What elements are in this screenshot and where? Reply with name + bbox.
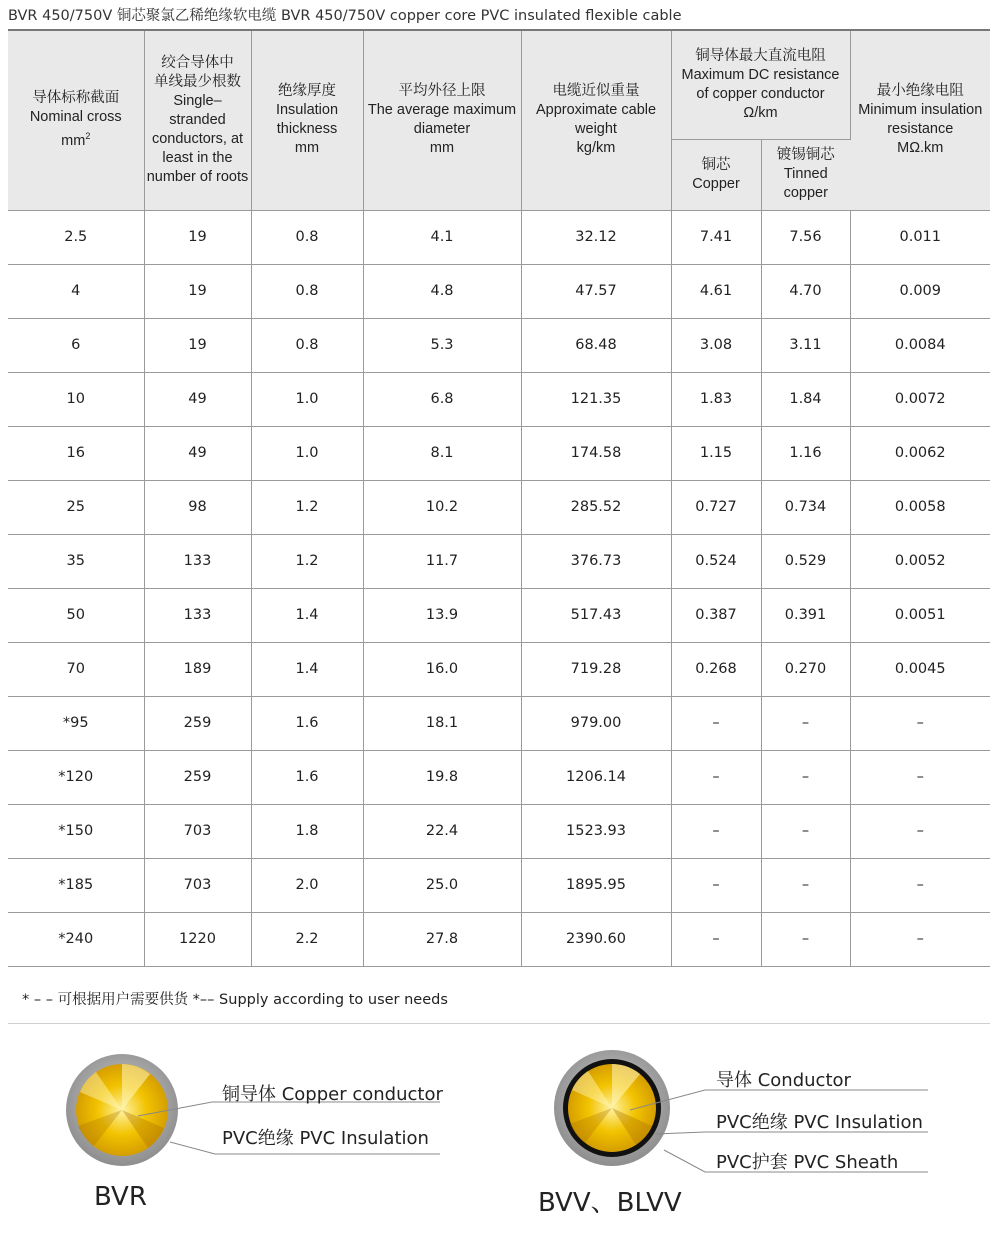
cell-copper-resistance: 0.387 xyxy=(671,588,761,642)
cell-cable-weight: 285.52 xyxy=(521,480,671,534)
cell-copper-resistance: 4.61 xyxy=(671,264,761,318)
cell-max-diameter: 25.0 xyxy=(363,858,521,912)
cell-max-diameter: 4.8 xyxy=(363,264,521,318)
cell-cable-weight: 47.57 xyxy=(521,264,671,318)
cell-min-insulation: 0.009 xyxy=(850,264,990,318)
cell-insulation-thickness: 1.2 xyxy=(251,534,363,588)
bvv-label-insulation: PVC绝缘 PVC Insulation xyxy=(716,1112,923,1133)
footnote: * – – 可根据用户需要供货 *–– Supply according to user needs xyxy=(22,992,448,1008)
cell-min-insulation: – xyxy=(850,858,990,912)
table-row xyxy=(8,858,990,912)
cell-max-diameter: 10.2 xyxy=(363,480,521,534)
cell-insulation-thickness: 2.0 xyxy=(251,858,363,912)
table-row xyxy=(8,534,990,588)
cell-tinned-resistance: – xyxy=(761,804,850,858)
cell-max-diameter: 16.0 xyxy=(363,642,521,696)
cell-nominal-cross: *120 xyxy=(8,750,144,804)
header-insulation-thickness: 绝缘厚度 Insulation thickness mm xyxy=(251,30,363,210)
cell-tinned-resistance: 4.70 xyxy=(761,264,850,318)
cell-nominal-cross: 4 xyxy=(8,264,144,318)
header-nominal-cross: 导体标称截面 Nominal cross $mm^2$ xyxy=(8,30,144,210)
cell-cable-weight: 1206.14 xyxy=(521,750,671,804)
cell-cable-weight: 376.73 xyxy=(521,534,671,588)
cell-max-diameter: 4.1 xyxy=(363,210,521,264)
cell-nominal-cross: *240 xyxy=(8,912,144,966)
cell-tinned-resistance: 0.270 xyxy=(761,642,850,696)
header-tinned-copper: 镀锡铜芯 Tinned copper xyxy=(761,139,850,210)
cell-copper-resistance: 1.15 xyxy=(671,426,761,480)
cell-tinned-resistance: 0.734 xyxy=(761,480,850,534)
cell-copper-resistance: – xyxy=(671,858,761,912)
header-copper: 铜芯 Copper xyxy=(671,139,761,210)
table-row xyxy=(8,318,990,372)
cell-strands: 19 xyxy=(144,318,251,372)
cell-copper-resistance: 7.41 xyxy=(671,210,761,264)
cell-min-insulation: 0.0051 xyxy=(850,588,990,642)
table-row xyxy=(8,426,990,480)
cell-insulation-thickness: 1.0 xyxy=(251,426,363,480)
spec-table-body xyxy=(8,210,990,966)
header-min-insulation: 最小绝缘电阻 Minimum insulation resistance MΩ.km xyxy=(850,30,990,210)
cell-tinned-resistance: 0.529 xyxy=(761,534,850,588)
header-max-diameter: 平均外径上限 The average maximum diameter mm xyxy=(363,30,521,210)
cell-min-insulation: 0.0084 xyxy=(850,318,990,372)
cell-tinned-resistance: – xyxy=(761,696,850,750)
cell-insulation-thickness: 1.6 xyxy=(251,696,363,750)
cell-copper-resistance: 0.268 xyxy=(671,642,761,696)
cell-insulation-thickness: 1.0 xyxy=(251,372,363,426)
bvr-label-insulation: PVC绝缘 PVC Insulation xyxy=(222,1128,429,1149)
table-row xyxy=(8,804,990,858)
cell-max-diameter: 19.8 xyxy=(363,750,521,804)
cell-min-insulation: 0.0045 xyxy=(850,642,990,696)
cell-copper-resistance: – xyxy=(671,750,761,804)
cell-min-insulation: 0.011 xyxy=(850,210,990,264)
cell-tinned-resistance: – xyxy=(761,750,850,804)
cell-nominal-cross: 25 xyxy=(8,480,144,534)
cell-strands: 259 xyxy=(144,750,251,804)
header-cable-weight: 电缆近似重量 Approximate cable weight kg/km xyxy=(521,30,671,210)
table-row xyxy=(8,480,990,534)
cell-tinned-resistance: – xyxy=(761,912,850,966)
cell-insulation-thickness: 1.4 xyxy=(251,588,363,642)
cell-min-insulation: 0.0072 xyxy=(850,372,990,426)
bvv-cable-icon xyxy=(554,1050,670,1166)
bvr-label-conductor: 铜导体 Copper conductor xyxy=(222,1084,443,1105)
cell-nominal-cross: 2.5 xyxy=(8,210,144,264)
cell-nominal-cross: *150 xyxy=(8,804,144,858)
cell-tinned-resistance: 0.391 xyxy=(761,588,850,642)
cell-nominal-cross: 70 xyxy=(8,642,144,696)
cell-tinned-resistance: 1.16 xyxy=(761,426,850,480)
cell-insulation-thickness: 1.2 xyxy=(251,480,363,534)
cable-diagrams xyxy=(0,1030,1000,1229)
table-row xyxy=(8,750,990,804)
cell-max-diameter: 11.7 xyxy=(363,534,521,588)
cell-insulation-thickness: 2.2 xyxy=(251,912,363,966)
cell-tinned-resistance: 7.56 xyxy=(761,210,850,264)
cell-strands: 49 xyxy=(144,372,251,426)
cell-strands: 133 xyxy=(144,588,251,642)
cell-max-diameter: 8.1 xyxy=(363,426,521,480)
cell-insulation-thickness: 1.8 xyxy=(251,804,363,858)
cell-nominal-cross: 35 xyxy=(8,534,144,588)
cell-cable-weight: 68.48 xyxy=(521,318,671,372)
cell-cable-weight: 719.28 xyxy=(521,642,671,696)
cell-cable-weight: 517.43 xyxy=(521,588,671,642)
cell-tinned-resistance: – xyxy=(761,858,850,912)
header-dc-resistance: 铜导体最大直流电阻 Maximum DC resistance of copper conductor Ω/km xyxy=(671,30,850,139)
table-row xyxy=(8,372,990,426)
cell-copper-resistance: – xyxy=(671,912,761,966)
cell-insulation-thickness: 1.4 xyxy=(251,642,363,696)
spec-table xyxy=(8,29,990,967)
bvv-name: BVV、BLVV xyxy=(538,1188,682,1218)
cell-nominal-cross: 10 xyxy=(8,372,144,426)
bvr-cable-icon xyxy=(66,1054,178,1166)
cell-min-insulation: 0.0052 xyxy=(850,534,990,588)
cell-nominal-cross: *95 xyxy=(8,696,144,750)
cell-max-diameter: 18.1 xyxy=(363,696,521,750)
cell-max-diameter: 22.4 xyxy=(363,804,521,858)
cell-insulation-thickness: 1.6 xyxy=(251,750,363,804)
cell-copper-resistance: – xyxy=(671,804,761,858)
cell-copper-resistance: 3.08 xyxy=(671,318,761,372)
page-title: BVR 450/750V 铜芯聚氯乙稀绝缘软电缆 BVR 450/750V copper core PVC insulated flexible cable xyxy=(8,8,682,24)
cell-strands: 49 xyxy=(144,426,251,480)
cell-strands: 189 xyxy=(144,642,251,696)
cell-cable-weight: 121.35 xyxy=(521,372,671,426)
cell-tinned-resistance: 3.11 xyxy=(761,318,850,372)
table-row xyxy=(8,210,990,264)
cell-copper-resistance: 0.524 xyxy=(671,534,761,588)
cell-cable-weight: 979.00 xyxy=(521,696,671,750)
cell-insulation-thickness: 0.8 xyxy=(251,318,363,372)
cell-min-insulation: 0.0062 xyxy=(850,426,990,480)
table-row xyxy=(8,264,990,318)
cell-insulation-thickness: 0.8 xyxy=(251,210,363,264)
cell-min-insulation: 0.0058 xyxy=(850,480,990,534)
cell-copper-resistance: 1.83 xyxy=(671,372,761,426)
divider xyxy=(8,1023,990,1024)
cell-nominal-cross: *185 xyxy=(8,858,144,912)
cell-strands: 703 xyxy=(144,804,251,858)
cell-cable-weight: 174.58 xyxy=(521,426,671,480)
bvr-name: BVR xyxy=(94,1182,147,1212)
cell-min-insulation: – xyxy=(850,696,990,750)
cell-cable-weight: 1523.93 xyxy=(521,804,671,858)
cell-strands: 19 xyxy=(144,264,251,318)
table-row xyxy=(8,696,990,750)
table-row xyxy=(8,912,990,966)
bvv-leader-conductor xyxy=(630,1090,928,1110)
cell-copper-resistance: – xyxy=(671,696,761,750)
header-strands: 绞合导体中 单线最少根数 Single–stranded conductors, at least in the number of roots xyxy=(144,30,251,210)
cell-max-diameter: 13.9 xyxy=(363,588,521,642)
bvv-label-sheath: PVC护套 PVC Sheath xyxy=(716,1152,899,1173)
cell-strands: 1220 xyxy=(144,912,251,966)
table-row xyxy=(8,642,990,696)
cell-min-insulation: – xyxy=(850,804,990,858)
cell-tinned-resistance: 1.84 xyxy=(761,372,850,426)
cell-strands: 98 xyxy=(144,480,251,534)
cell-strands: 19 xyxy=(144,210,251,264)
cell-min-insulation: – xyxy=(850,912,990,966)
bvv-label-conductor: 导体 Conductor xyxy=(716,1070,851,1091)
cell-max-diameter: 27.8 xyxy=(363,912,521,966)
cell-copper-resistance: 0.727 xyxy=(671,480,761,534)
cell-nominal-cross: 6 xyxy=(8,318,144,372)
cell-cable-weight: 2390.60 xyxy=(521,912,671,966)
cell-nominal-cross: 16 xyxy=(8,426,144,480)
cell-cable-weight: 1895.95 xyxy=(521,858,671,912)
cell-cable-weight: 32.12 xyxy=(521,210,671,264)
table-row xyxy=(8,588,990,642)
cell-max-diameter: 5.3 xyxy=(363,318,521,372)
cell-strands: 133 xyxy=(144,534,251,588)
cell-nominal-cross: 50 xyxy=(8,588,144,642)
cell-strands: 703 xyxy=(144,858,251,912)
cell-max-diameter: 6.8 xyxy=(363,372,521,426)
cell-insulation-thickness: 0.8 xyxy=(251,264,363,318)
cell-min-insulation: – xyxy=(850,750,990,804)
cell-strands: 259 xyxy=(144,696,251,750)
